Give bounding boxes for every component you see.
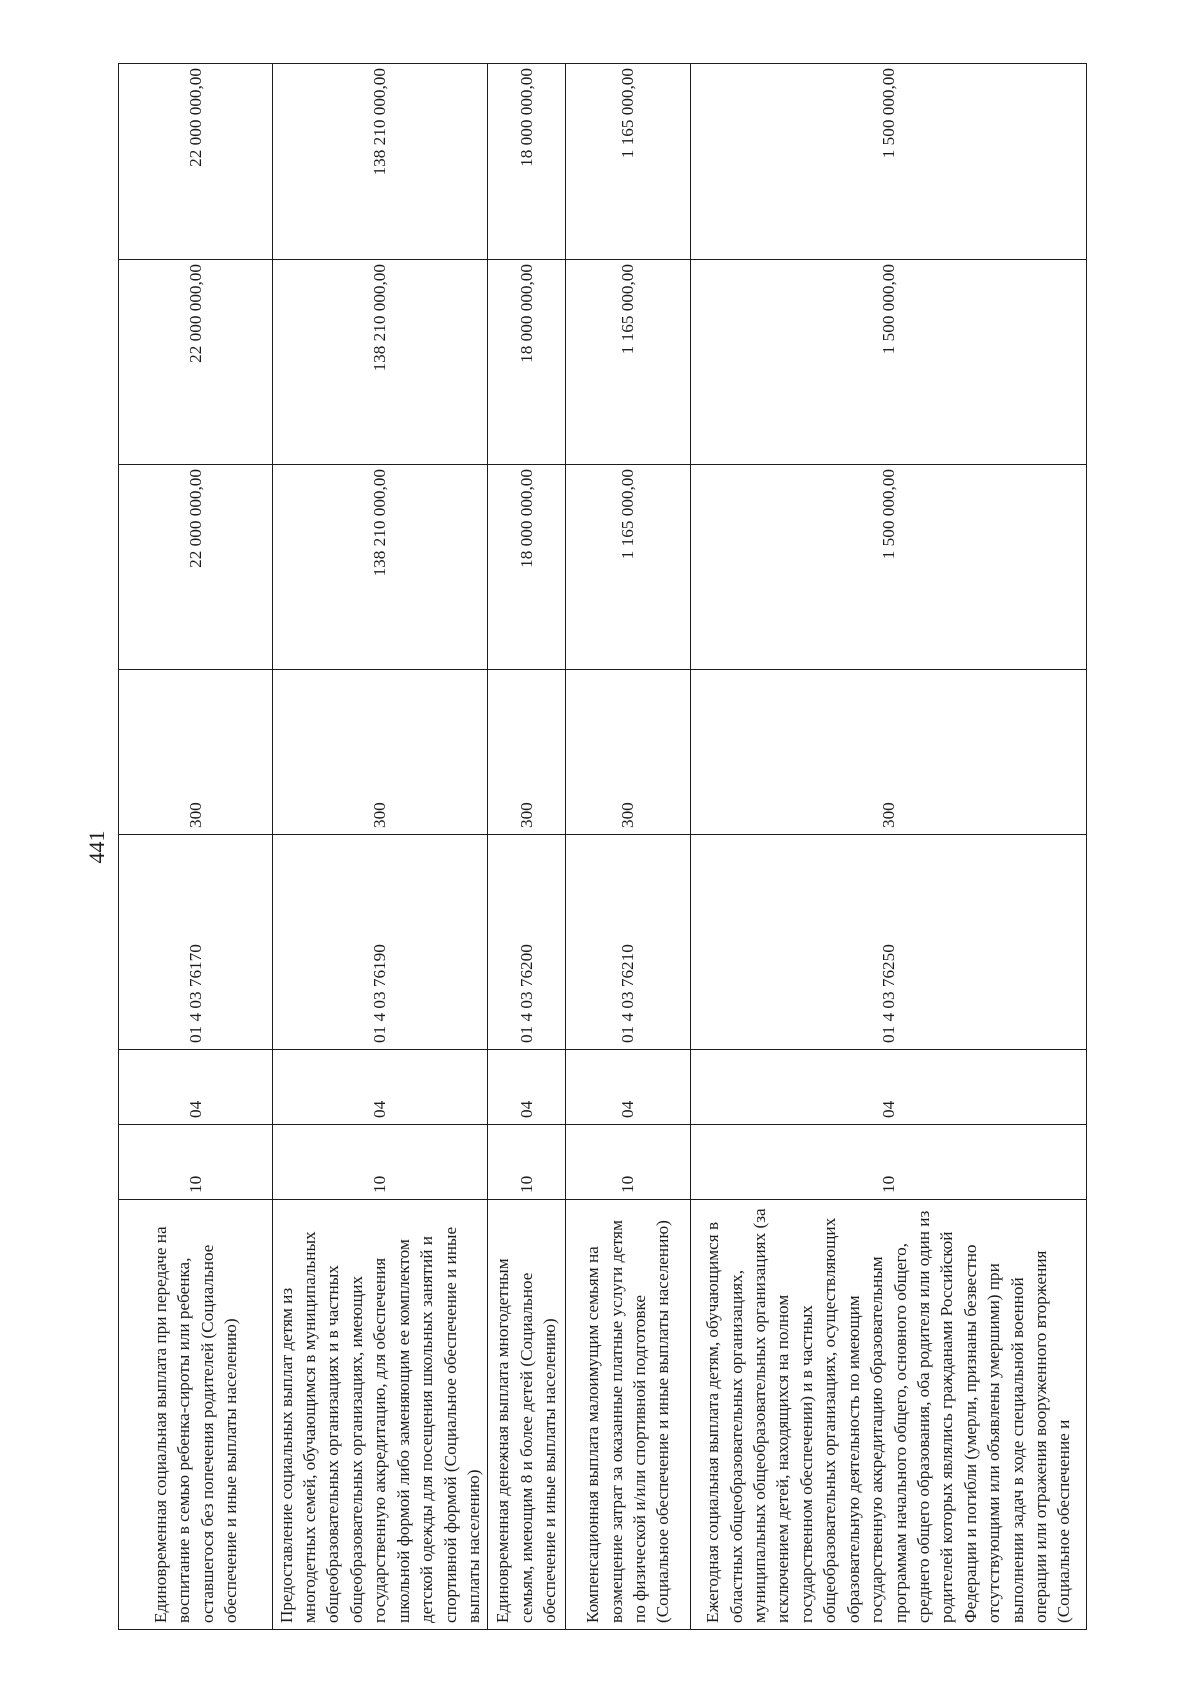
target-article-code: 01 4 03 76200 xyxy=(488,835,566,1050)
subsection-code: 04 xyxy=(691,1050,1087,1125)
section-code: 10 xyxy=(488,1125,566,1200)
expense-type-code: 300 xyxy=(566,670,691,835)
table-row xyxy=(566,64,691,1630)
section-code: 10 xyxy=(691,1125,1087,1200)
target-article-code: 01 4 03 76190 xyxy=(273,835,488,1050)
amount-year-1: 1 500 000,00 xyxy=(691,465,1087,670)
table-row xyxy=(119,64,273,1630)
amount-year-3: 18 000 000,00 xyxy=(488,64,566,260)
amount-year-2: 1 165 000,00 xyxy=(566,260,691,465)
row-description: Ежегодная социальная выплата детям, обучающимся в областных общеобразовательных организациях, муниципальных общеобразовательных организациях (за исключением детей, находящихся на полном государственном обеспечении) и в частных общеобразовательных организациях, осуществляющих образовательную деятельность по имеющим государственную аккредитацию образовательным программам начального общего, основного общего, среднего общего образования, оба родителя или один из родителей которых являлись гражданами Российской Федерации и погибли (умерли, признаны безвестно отсутствующими или объявлены умершими) при выполнении задач в ходе специальной военной операции или отражения вооруженного вторжения (Социальное обеспечение и xyxy=(691,1200,1087,1630)
expense-type-code: 300 xyxy=(691,670,1087,835)
table-row xyxy=(691,64,1087,1630)
row-description: Предоставление социальных выплат детям из многодетных семей, обучающимся в муниципальных общеобразовательных организациях и в частных общеобразовательных организациях, имеющих государственную аккредитацию, для обеспечения школьной формой либо заменяющим ее комплектом детской одежды для посещения школьных занятий и спортивной формой (Социальное обеспечение и иные выплаты населению) xyxy=(273,1200,488,1630)
table-row xyxy=(273,64,488,1630)
expense-type-code: 300 xyxy=(273,670,488,835)
subsection-code: 04 xyxy=(119,1050,273,1125)
section-code: 10 xyxy=(566,1125,691,1200)
expense-type-code: 300 xyxy=(119,670,273,835)
amount-year-2: 138 210 000,00 xyxy=(273,260,488,465)
amount-year-3: 22 000 000,00 xyxy=(119,64,273,260)
expense-type-code: 300 xyxy=(488,670,566,835)
section-code: 10 xyxy=(273,1125,488,1200)
amount-year-2: 22 000 000,00 xyxy=(119,260,273,465)
row-description: Единовременная денежная выплата многодетным семьям, имеющим 8 и более детей (Социальное обеспечение и иные выплаты населению) xyxy=(488,1200,566,1630)
amount-year-1: 18 000 000,00 xyxy=(488,465,566,670)
page-number: 441 xyxy=(84,830,109,864)
amount-year-1: 22 000 000,00 xyxy=(119,465,273,670)
subsection-code: 04 xyxy=(566,1050,691,1125)
budget-table xyxy=(118,63,1087,1630)
amount-year-1: 138 210 000,00 xyxy=(273,465,488,670)
budget-table-container xyxy=(118,64,1086,1630)
target-article-code: 01 4 03 76250 xyxy=(691,835,1087,1050)
row-description: Единовременная социальная выплата при передаче на воспитание в семью ребенка-сироты или ребенка, оставшегося без попечения родителей (Социальное обеспечение и иные выплаты населению) xyxy=(119,1200,273,1630)
subsection-code: 04 xyxy=(488,1050,566,1125)
subsection-code: 04 xyxy=(273,1050,488,1125)
target-article-code: 01 4 03 76170 xyxy=(119,835,273,1050)
amount-year-2: 1 500 000,00 xyxy=(691,260,1087,465)
amount-year-3: 138 210 000,00 xyxy=(273,64,488,260)
table-row xyxy=(488,64,566,1630)
amount-year-3: 1 500 000,00 xyxy=(691,64,1087,260)
amount-year-2: 18 000 000,00 xyxy=(488,260,566,465)
row-description: Компенсационная выплата малоимущим семьям на возмещение затрат за оказанные платные услуги детям по физической и/или спортивной подготовке (Социальное обеспечение и иные выплаты населению) xyxy=(566,1200,691,1630)
section-code: 10 xyxy=(119,1125,273,1200)
target-article-code: 01 4 03 76210 xyxy=(566,835,691,1050)
amount-year-3: 1 165 000,00 xyxy=(566,64,691,260)
amount-year-1: 1 165 000,00 xyxy=(566,465,691,670)
